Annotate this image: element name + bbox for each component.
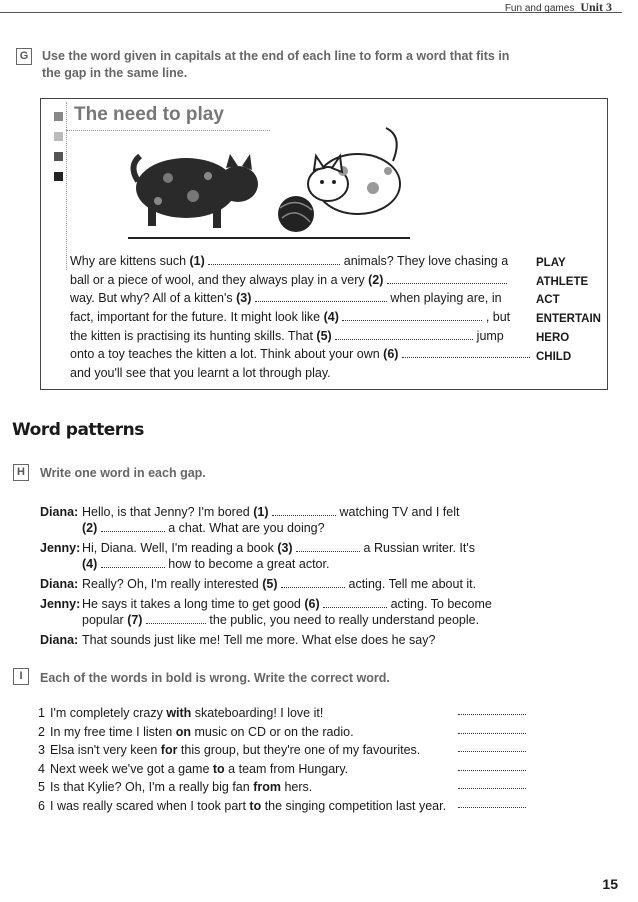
story-title: The need to play bbox=[74, 104, 224, 125]
story-line: way. But why? All of a kitten's (3) when playing are, in bbox=[70, 291, 502, 306]
gap-field[interactable] bbox=[208, 254, 340, 265]
speaker: Jenny: bbox=[40, 597, 81, 611]
word-act: ACT bbox=[536, 294, 560, 307]
gap-field[interactable] bbox=[402, 347, 530, 358]
exercise-i-letter: I bbox=[13, 668, 29, 685]
speaker: Diana: bbox=[40, 633, 79, 647]
word-hero: HERO bbox=[536, 331, 570, 344]
gap-field[interactable] bbox=[342, 310, 482, 321]
gap-field[interactable] bbox=[101, 521, 165, 532]
story-line: Why are kittens such (1) animals? They love chasing a bbox=[70, 254, 509, 268]
dialogue-turn: Jenny: He says it takes a long time to get good (6) acting. To become popular (7) the public, you need to really understand people. bbox=[40, 597, 492, 627]
section-heading: Word patterns bbox=[12, 420, 144, 440]
sentence-item: 6 I was really scared when I took part to the singing competition last year. bbox=[38, 797, 538, 816]
exercise-h-instruction: Write one word in each gap. bbox=[40, 466, 206, 480]
word-entertain: ENTERTAIN bbox=[536, 313, 601, 326]
story-line: the kitten is practising its hunting skills. That (5) jump bbox=[70, 328, 504, 343]
running-header bbox=[505, 0, 612, 15]
gap-field[interactable] bbox=[281, 577, 345, 588]
sentence-item: 5 Is that Kylie? Oh, I'm a really big fan from hers. bbox=[38, 778, 538, 797]
dialogue-turn: Diana: Really? Oh, I'm really interested (5) acting. Tell me about it. bbox=[40, 577, 477, 591]
dotted-guide-vertical bbox=[66, 102, 67, 270]
gap-field[interactable] bbox=[272, 505, 336, 516]
dialogue-turn: Diana: Hello, is that Jenny? I'm bored (1) watching TV and I felt (2) a chat. What are you doing? bbox=[40, 505, 460, 535]
story-line: and you'll see that you learnt a lot through play. bbox=[70, 366, 331, 381]
capital-words bbox=[536, 254, 601, 366]
gap-field[interactable] bbox=[387, 273, 507, 284]
answer-field[interactable] bbox=[458, 807, 526, 808]
story-line: onto a toy teaches the kitten a lot. Think about your own (6) bbox=[70, 345, 530, 364]
word-play: PLAY bbox=[536, 257, 566, 269]
gap-field[interactable] bbox=[335, 329, 473, 340]
speaker: Jenny: bbox=[40, 541, 81, 555]
kittens-illustration bbox=[128, 126, 410, 244]
page-number: 15 bbox=[602, 876, 618, 892]
answer-field[interactable] bbox=[458, 751, 526, 752]
gap-field[interactable] bbox=[101, 557, 165, 568]
decorative-squares bbox=[54, 112, 63, 192]
sentence-list bbox=[38, 704, 538, 816]
instruction-line: Use the word given in capitals at the end of each line to form a word that fits in bbox=[42, 49, 510, 63]
gap-field[interactable] bbox=[296, 541, 360, 552]
speaker: Diana: bbox=[40, 577, 79, 591]
story-text bbox=[70, 252, 530, 383]
exercise-g-letter: G bbox=[16, 48, 32, 65]
sentence-item: 1 I'm completely crazy with skateboarding! I love it! bbox=[38, 704, 538, 723]
exercise-g-instruction bbox=[42, 48, 509, 82]
story-line: ball or a piece of wool, and they always play in a very (2) bbox=[70, 271, 530, 290]
sentence-item: 2 In my free time I listen on music on CD or on the radio. bbox=[38, 723, 538, 742]
word-athlete: ATHLETE bbox=[536, 275, 589, 288]
exercise-i-instruction: Each of the words in bold is wrong. Write the correct word. bbox=[40, 671, 390, 685]
word-child: CHILD bbox=[536, 350, 572, 363]
gap-field[interactable] bbox=[323, 597, 387, 608]
dialogue-turn: Diana: That sounds just like me! Tell me more. What else does he say? bbox=[40, 633, 436, 647]
answer-field[interactable] bbox=[458, 733, 526, 734]
exercise-h-letter: H bbox=[13, 464, 29, 481]
answer-field[interactable] bbox=[458, 770, 526, 771]
gap-field[interactable] bbox=[146, 613, 206, 624]
story-line: fact, important for the future. It might look like (4) , but bbox=[70, 310, 511, 325]
unit-label: Unit 3 bbox=[580, 0, 612, 14]
dialogue bbox=[40, 504, 500, 648]
answer-field[interactable] bbox=[458, 714, 526, 715]
section-title: Fun and games bbox=[504, 3, 575, 14]
dialogue-turn: Jenny: Hi, Diana. Well, I'm reading a book (3) a Russian writer. It's (4) how to become a great actor. bbox=[40, 541, 476, 571]
speaker: Diana: bbox=[40, 505, 79, 519]
instruction-line: the gap in the same line. bbox=[42, 66, 188, 80]
gap-field[interactable] bbox=[255, 291, 387, 302]
sentence-item: 3 Elsa isn't very keen for this group, but they're one of my favourites. bbox=[38, 741, 538, 760]
answer-field[interactable] bbox=[458, 788, 526, 789]
sentence-item: 4 Next week we've got a game to a team from Hungary. bbox=[38, 760, 538, 779]
